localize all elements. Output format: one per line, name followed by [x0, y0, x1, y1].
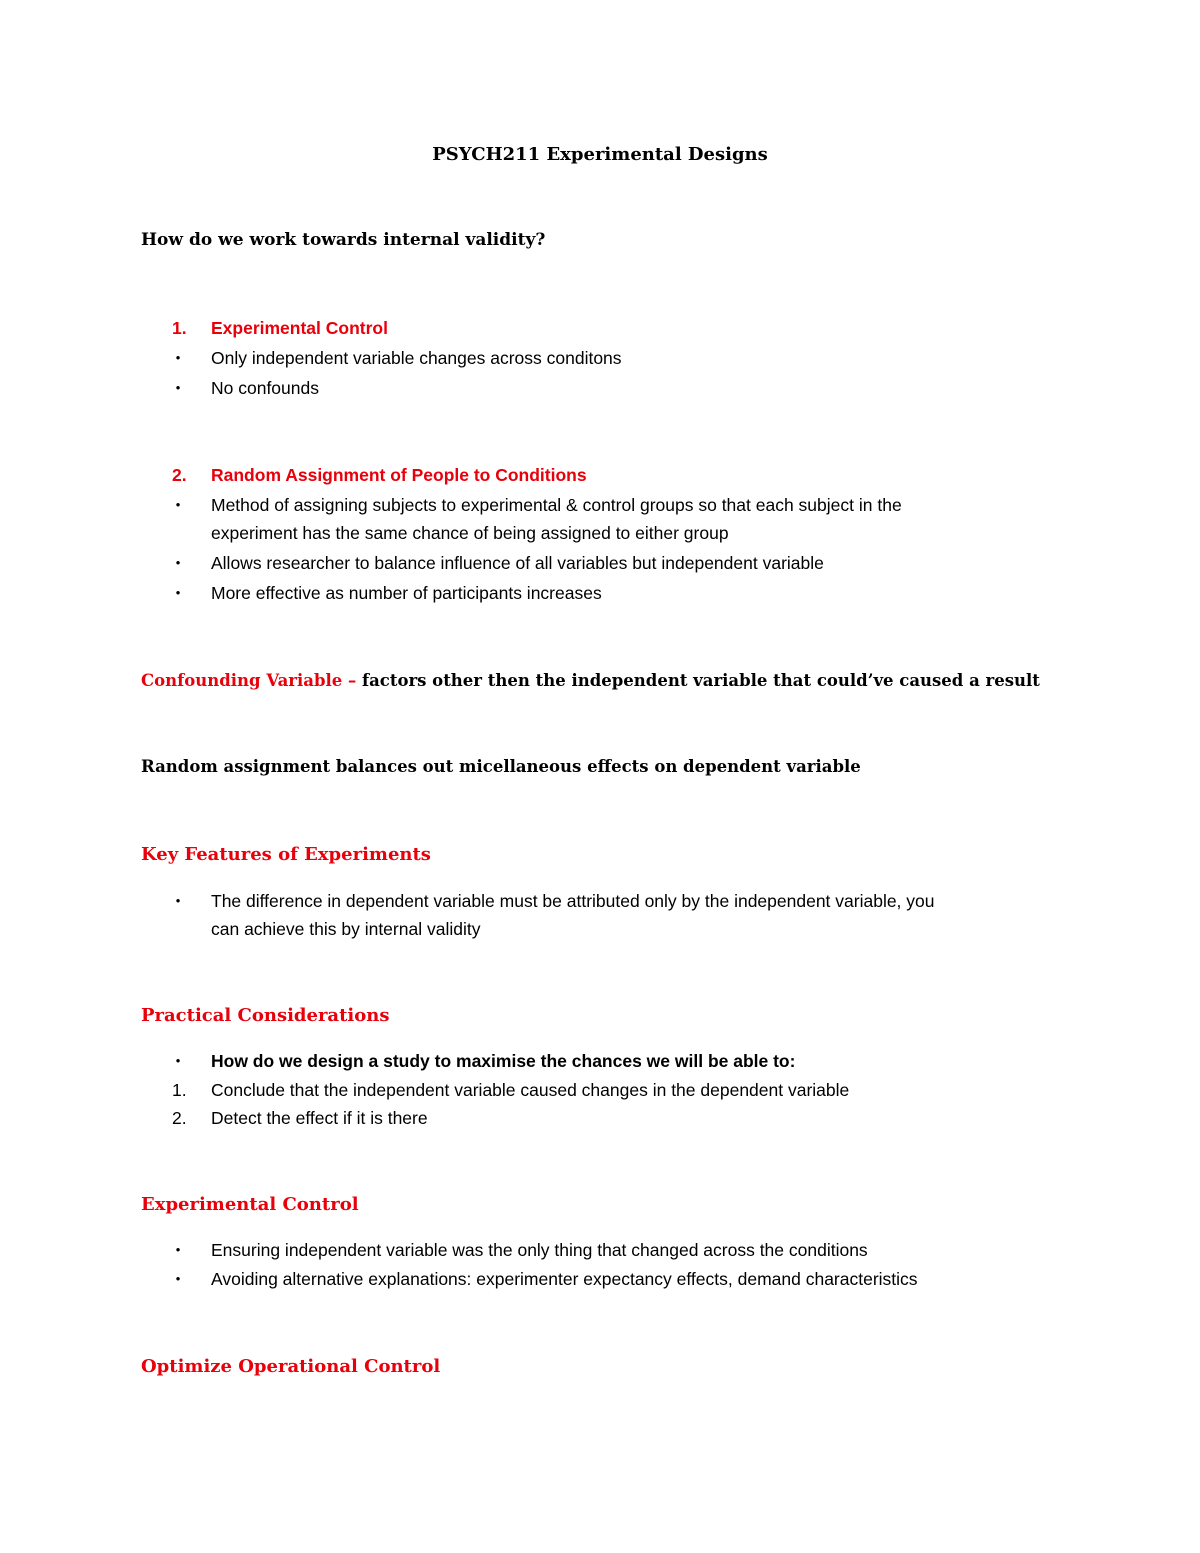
bullet-icon: •	[175, 1271, 181, 1286]
bullet-icon: •	[175, 380, 181, 395]
key-features-bullet-line1: The difference in dependent variable must be attributed only by the independent variable, you	[211, 891, 935, 911]
bullet-icon: •	[175, 1242, 181, 1257]
question-heading: How do we work towards internal validity?	[141, 230, 546, 250]
confounding-variable-line	[141, 671, 1040, 690]
section1-heading: Experimental Control	[211, 318, 388, 338]
key-features-heading: Key Features of Experiments	[141, 844, 431, 865]
section2-heading: Random Assignment of People to Conditions	[211, 465, 587, 485]
random-assignment-statement: Random assignment balances out micellaneous effects on dependent variable	[141, 757, 861, 776]
section2-number: 2.	[172, 465, 187, 485]
page-title: PSYCH211 Experimental Designs	[432, 144, 768, 165]
confounding-term: Confounding Variable –	[141, 671, 357, 690]
bullet-icon: •	[175, 1053, 181, 1068]
bullet-icon: •	[175, 555, 181, 570]
practical-number-2: 2.	[172, 1108, 187, 1128]
section2-bullet-3: More effective as number of participants increases	[211, 583, 602, 603]
section2-bullet-1-line2: experiment has the same chance of being assigned to either group	[211, 523, 729, 543]
practical-number-1: 1.	[172, 1080, 187, 1100]
bullet-icon: •	[175, 893, 181, 908]
bullet-icon: •	[175, 350, 181, 365]
experimental-control-bullet-1: Ensuring independent variable was the only thing that changed across the conditions	[211, 1240, 868, 1260]
bullet-icon: •	[175, 497, 181, 512]
bullet-icon: •	[175, 585, 181, 600]
section2-bullet-2: Allows researcher to balance influence of all variables but independent variable	[211, 553, 824, 573]
experimental-control-heading: Experimental Control	[141, 1194, 359, 1215]
practical-item-1: Conclude that the independent variable caused changes in the dependent variable	[211, 1080, 850, 1100]
optimize-operational-control-heading: Optimize Operational Control	[141, 1356, 441, 1377]
section1-bullet-1: Only independent variable changes across conditons	[211, 348, 622, 368]
confounding-definition: factors other then the independent variable that could’ve caused a result	[356, 671, 1040, 690]
section1-number: 1.	[172, 318, 187, 338]
section1-bullet-2: No confounds	[211, 378, 319, 398]
practical-bullet: How do we design a study to maximise the chances we will be able to:	[211, 1051, 796, 1071]
practical-item-2: Detect the effect if it is there	[211, 1108, 428, 1128]
section2-bullet-1-line1: Method of assigning subjects to experimental & control groups so that each subject in the	[211, 495, 902, 515]
experimental-control-bullet-2: Avoiding alternative explanations: experimenter expectancy effects, demand characteristics	[211, 1269, 918, 1289]
practical-considerations-heading: Practical Considerations	[141, 1005, 390, 1026]
key-features-bullet-line2: can achieve this by internal validity	[211, 919, 481, 939]
